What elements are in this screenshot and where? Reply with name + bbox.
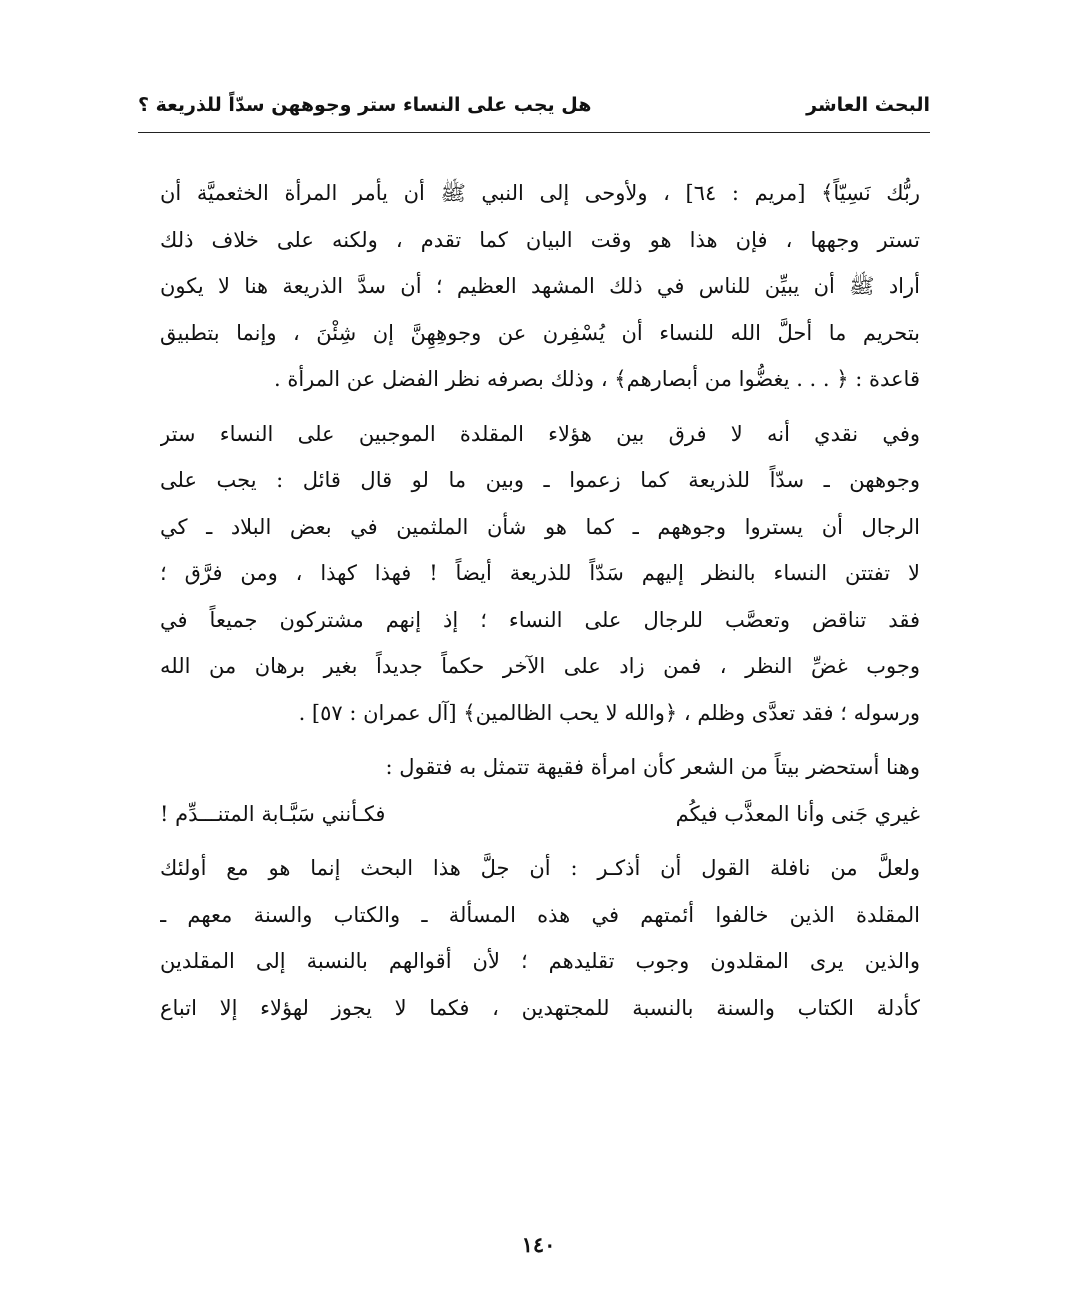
text-line: المقلدة الذين خالفوا أئمتهم في هذه المسألة ـ والكتاب والسنة معهم ـ [160,902,920,927]
text-line: ورسوله ؛ فقد تعدَّى وظلم ، ﴿والله لا يحب الظالمين﴾ [آل عمران : ٥٧] . [298,700,920,725]
paragraph-spacer [160,736,920,744]
text-line: وجوب غضِّ النظر ، فمن زاد على الآخر حكماً جديداً بغير برهان من الله [160,654,920,678]
text-line: أراد ﷺ أن يبيِّن للناس في ذلك المشهد العظيم ؛ أن سدَّ الذريعة هنا لا يكون [160,274,920,298]
page-number: ١٤٠ [521,1232,556,1257]
text-line: كأدلة الكتاب والسنة بالنسبة للمجتهدين ، فكما لا يجوز لهؤلاء إلا اتباع [160,995,920,1020]
text-line: ربُّك نَسِيّاً﴾ [مريم : ٦٤] ، ولأوحى إلى النبي ﷺ أن يأمر المرأة الخثعميَّة أن [160,181,920,205]
paragraph-1 [160,170,920,403]
running-header [138,88,930,128]
section-title: هل يجب على النساء ستر وجوههن سدّاً للذريعة ؟ [138,94,592,116]
paragraph-spacer [160,837,920,845]
verse-second-hemistich: فكـأنني سَبَّـابة المتنـــدِّم ! [160,801,386,826]
verse-first-hemistich: غيري جَنى وأنا المعذَّب فيكُم [675,801,920,826]
text-line: وجوههن ـ سدّاً للذريعة كما زعموا ـ وبين ما لو قال قائل : يجب على [160,468,920,492]
text-line: فقد تناقض وتعصَّب للرجال على النساء ؛ إذ إنهم مشتركون جميعاً في [160,607,920,632]
poetry-verse [160,791,920,838]
text-line: بتحريم ما أحلَّ الله للنساء أن يُسْفِرن عن وجوهِهِنَّ إن شِئْنَ ، وإنما بتطبيق [160,320,920,345]
paragraph-2 [160,411,920,737]
main-text [160,170,920,1031]
text-line: تستر وجهها ، فإن هذا هو وقت البيان كما تقدم ، ولكنه على خلاف ذلك [160,227,920,252]
header-divider [138,132,930,133]
text-line: وفي نقدي أنه لا فرق بين هؤلاء المقلدة الموجبين على النساء ستر [160,421,920,446]
text-line: والذين يرى المقلدون وجوب تقليدهم ؛ لأن أقوالهم بالنسبة إلى المقلدين [160,949,920,973]
text-line: وهنا أستحضر بيتاً من الشعر كأن امرأة فقيهة تتمثل به فتقول : [385,755,920,779]
chapter-title: البحث العاشر [806,94,930,116]
paragraph-4 [160,845,920,1031]
text-line: الرجال أن يستروا وجوههم ـ كما هو شأن الملثمين في بعض البلاد ـ كي [160,514,920,539]
text-line: ولعلَّ من نافلة القول أن أذكـر : أن جلَّ هذا البحث إنما هو مع أولئك [160,856,920,880]
paragraph-spacer [160,403,920,411]
paragraph-3 [160,744,920,791]
text-line: لا تفتتن النساء بالنظر إليهم سَدّاً للذريعة أيضاً ! فهذا كهذا ، ومن فرَّق ؛ [160,561,920,585]
text-line: قاعدة : ﴿ . . . يغضُّوا من أبصارهم﴾ ، وذلك بصرفه نظر الفضل عن المرأة . [273,367,920,391]
